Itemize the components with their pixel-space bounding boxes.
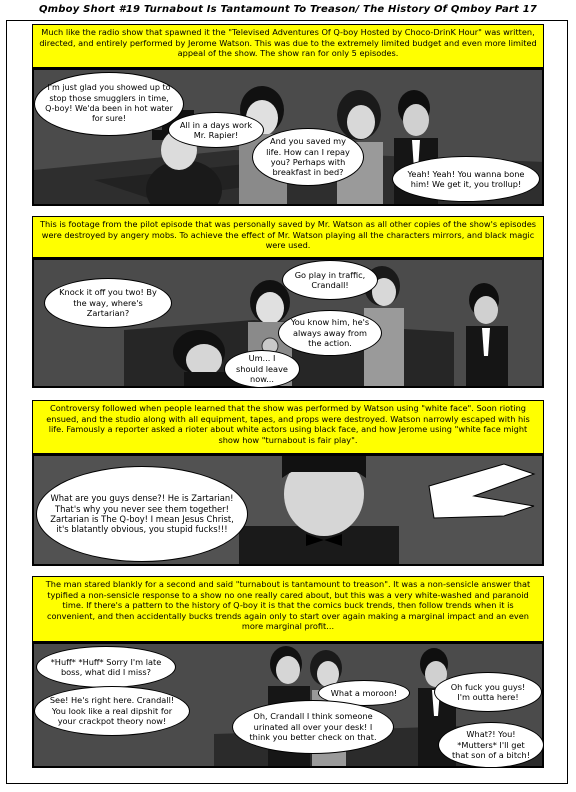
speech-bubble: You know him, he's always away from the action. bbox=[278, 310, 382, 356]
speech-bubble: Oh fuck you guys! I'm outta here! bbox=[434, 672, 542, 712]
caption-1: Much like the radio show that spawned it the "Televised Adventures Of Q-boy Hosted by Choco-DrinK Hour" was written, directed, and entirely performed by Jerome Watson. This was due to the extremely limited budget and even more limited appeal of the show. The show ran for only 5 episodes. bbox=[32, 24, 544, 68]
speech-bubble: Um... I should leave now... bbox=[224, 350, 300, 388]
speech-bubble: Yeah! Yeah! You wanna bone him! We get it, you trollup! bbox=[392, 156, 540, 202]
speech-bubble: *Huff* *Huff* Sorry I'm late boss, what did I miss? bbox=[36, 646, 176, 688]
caption-3: Controversy followed when people learned that the show was performed by Watson using "white face". Soon rioting ensued, and the studio along with all equipment, tapes, and props were destroyed. Watson narrowly escaped with his life. Famously a reporter asked a rioter about white actors using black face, and how Jerome using "white face might show how "turnabout is fair play". bbox=[32, 400, 544, 454]
speech-bubble: What a moroon! bbox=[318, 680, 410, 706]
speech-bubble: What?! You! *Mutters* I'll get that son of a bitch! bbox=[438, 722, 544, 768]
speech-bubble: See! He's right here. Crandall! You look like a real dipshit for your crackpot theory now! bbox=[34, 686, 190, 736]
page-title: Qmboy Short #19 Turnabout Is Tantamount To Treason/ The History Of Qmboy Part 17 bbox=[38, 4, 538, 15]
speech-bubble: And you saved my life. How can I repay you? Perhaps with breakfast in bed? bbox=[252, 128, 364, 186]
speech-bubble: What are you guys dense?! He is Zartarian! That's why you never see them together! Zartarian is The Q-boy! I mean Jesus Christ, it's blatantly obvious, you stupid fucks!!! bbox=[36, 466, 248, 562]
speech-bubble: I'm just glad you showed up to stop those smugglers in time, Q-boy! We'da been in hot water for sure! bbox=[34, 72, 184, 136]
speech-bubble: All in a days work Mr. Rapier! bbox=[168, 112, 264, 148]
caption-4: The man stared blankly for a second and said "turnabout is tantamount to treason". It was a non-sensicle answer that typified a non-sensicle response to a show no one really cared about, but this was a very white-washed and paranoid time. If there's a pattern to the history of Q-boy it is that the comics buck trends, then follow trends when it is convenient, and then accidentally bucks trends again only to start over again making a marginal impact and an even more marginal profit... bbox=[32, 576, 544, 642]
caption-2: This is footage from the pilot episode that was personally saved by Mr. Watson as all other copies of the show's episodes were destroyed by angery mobs. To achieve the effect of Mr. Watson playing all the characters mirrors, and black magic were used. bbox=[32, 216, 544, 258]
speech-bubble: Go play in traffic, Crandall! bbox=[282, 260, 378, 300]
speech-bubble: Knock it off you two! By the way, where's Zartarian? bbox=[44, 278, 172, 328]
speech-bubble: Oh, Crandall I think someone urinated all over your desk! I think you better check on that. bbox=[232, 700, 394, 754]
